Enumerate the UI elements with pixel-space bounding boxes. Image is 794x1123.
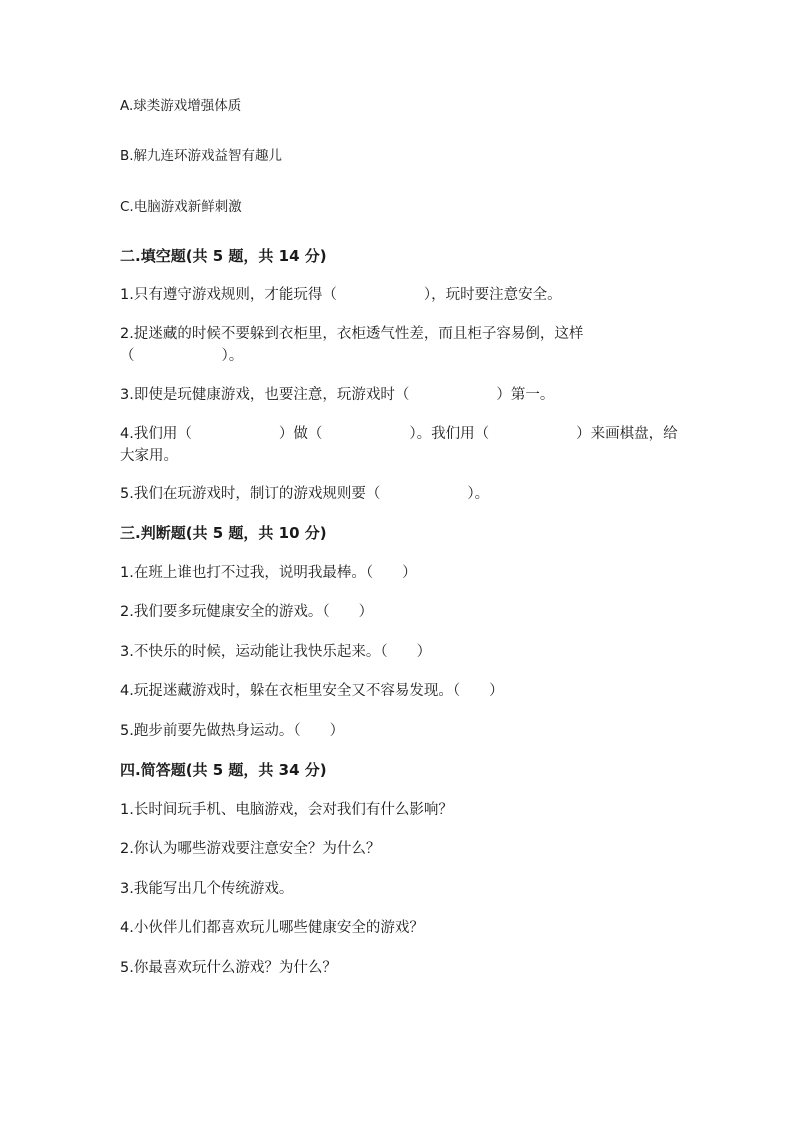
short-question-2: 2.你认为哪些游戏要注意安全？为什么？ (120, 841, 381, 857)
fill-section-heading: 二.填空题(共 5 题，共 14 分) (120, 247, 327, 265)
option-a: A.球类游戏增强体质 (120, 98, 242, 114)
short-question-3: 3.我能写出几个传统游戏。 (120, 881, 294, 897)
judge-question-3: 3.不快乐的时候，运动能让我快乐起来。（ ） (120, 644, 432, 660)
judge-question-2: 2.我们要多玩健康安全的游戏。（ ） (120, 604, 374, 620)
fill-question-3: 3.即使是玩健康游戏，也要注意，玩游戏时（ ）第一。 (120, 387, 555, 403)
judge-question-1: 1.在班上谁也打不过我，说明我最棒。（ ） (120, 565, 417, 581)
judge-question-4: 4.玩捉迷藏游戏时，躲在衣柜里安全又不容易发现。（ ） (120, 683, 504, 699)
fill-question-5: 5.我们在玩游戏时，制订的游戏规则要（ ）。 (120, 486, 490, 502)
fill-question-2: 2.捉迷藏的时候不要躲到衣柜里，衣柜透气性差，而且柜子容易倒，这样（ ）。 (120, 326, 584, 364)
short-question-5: 5.你最喜欢玩什么游戏？为什么？ (120, 960, 337, 976)
option-c: C.电脑游戏新鲜刺激 (120, 199, 242, 215)
judge-question-5: 5.跑步前要先做热身运动。（ ） (120, 723, 345, 739)
fill-question-4: 4.我们用（ ）做（ ）。我们用（ ）来画棋盘，给大家用。 (120, 426, 678, 464)
short-question-4: 4.小伙伴儿们都喜欢玩儿哪些健康安全的游戏？ (120, 920, 424, 936)
fill-question-1: 1.只有遵守游戏规则，才能玩得（ ），玩时要注意安全。 (120, 287, 562, 303)
judge-section-heading: 三.判断题(共 5 题，共 10 分) (120, 524, 327, 542)
option-b: B.解九连环游戏益智有趣儿 (120, 148, 283, 164)
short-question-1: 1.长时间玩手机、电脑游戏，会对我们有什么影响？ (120, 802, 453, 818)
short-section-heading: 四.简答题(共 5 题，共 34 分) (120, 761, 327, 779)
